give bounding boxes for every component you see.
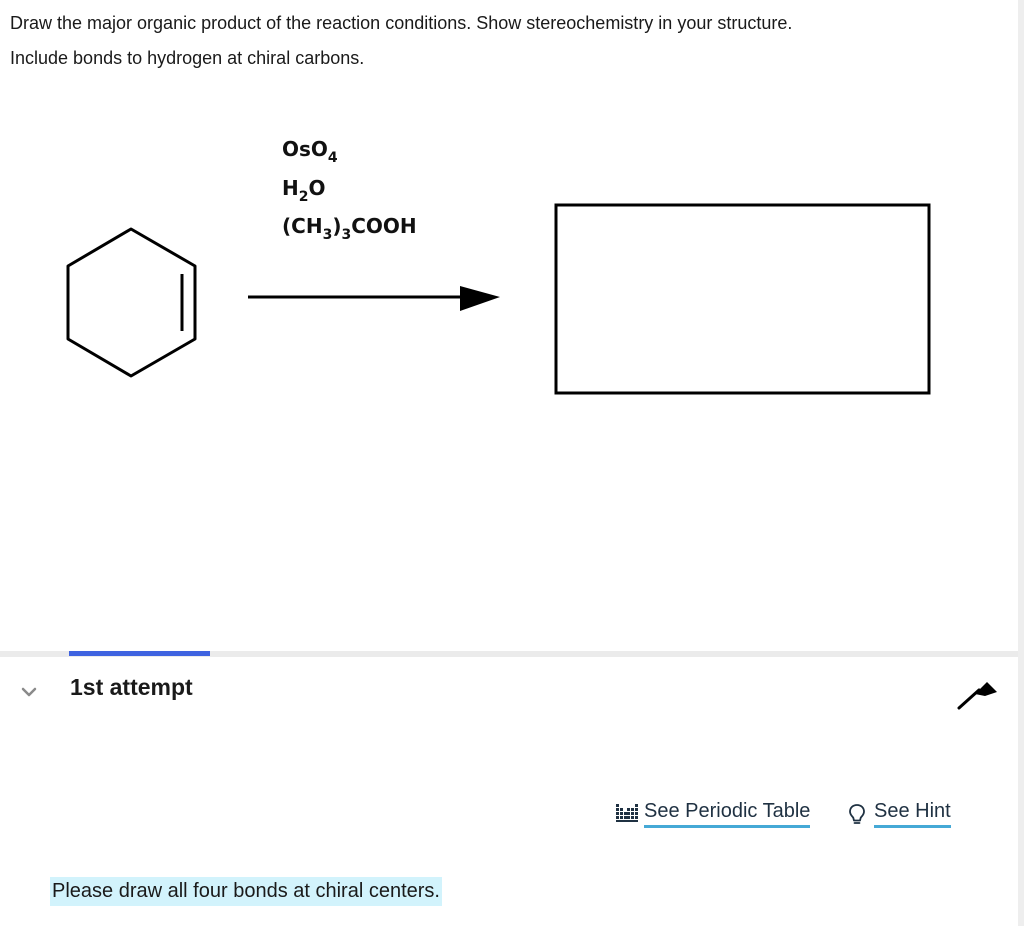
reagent-oso4: OsO$_4$: [282, 137, 338, 166]
see-periodic-table-link[interactable]: [616, 800, 810, 828]
attempt-title: 1st attempt: [70, 674, 193, 700]
reaction-arrow: [248, 286, 500, 311]
hint-label: See Hint: [874, 800, 951, 828]
reagent-water: $H_2O$: [282, 176, 326, 205]
periodic-table-label: See Periodic Table: [644, 800, 810, 828]
feedback-message: Please draw all four bonds at chiral centers.: [50, 877, 442, 906]
question-line-2: Include bonds to hydrogen at chiral carbons.: [10, 48, 365, 68]
pin-icon[interactable]: [955, 676, 999, 712]
cyclohexene-structure: [68, 229, 195, 376]
lightbulb-icon: [846, 803, 868, 825]
chevron-down-icon[interactable]: [18, 681, 40, 703]
attempt-progress-bar: [69, 651, 210, 656]
reagent-tert-butyl-hydroperoxide: $(CH_3)_3COOH$: [282, 214, 417, 243]
periodic-table-icon: [616, 804, 638, 824]
see-hint-link[interactable]: [846, 800, 951, 828]
product-drawing-box[interactable]: [556, 205, 929, 393]
page-right-border: [1018, 0, 1024, 926]
question-line-1: Draw the major organic product of the reaction conditions. Show stereochemistry in your structure.: [10, 13, 793, 33]
